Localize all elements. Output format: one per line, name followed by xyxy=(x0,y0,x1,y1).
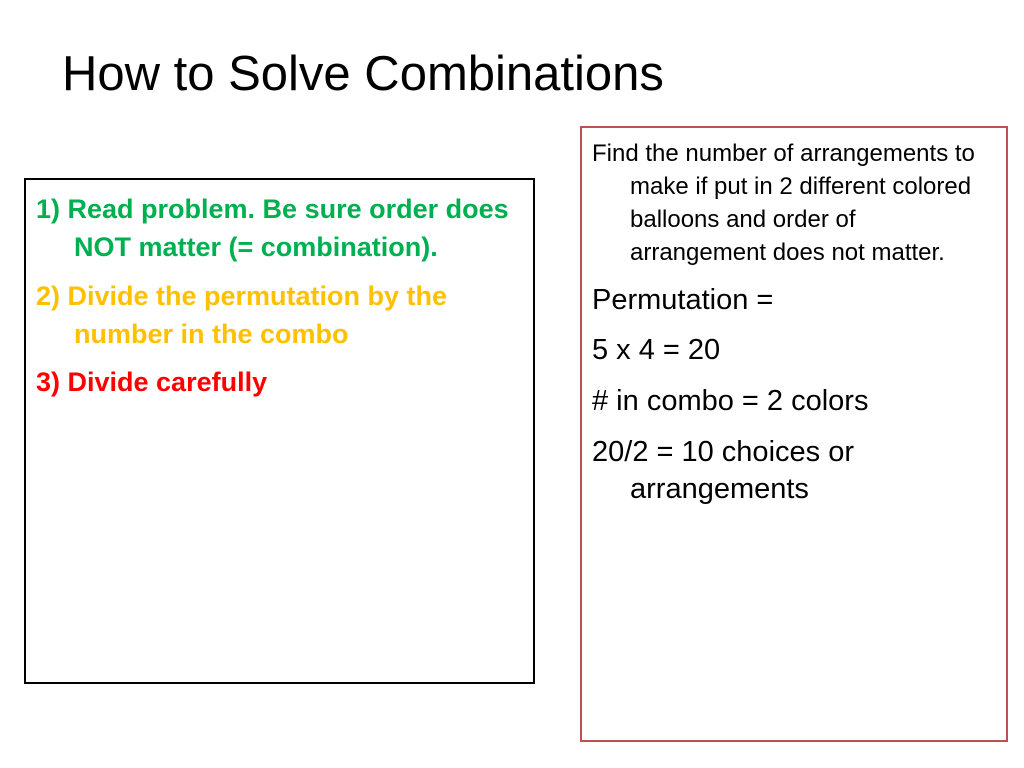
example-result: 20/2 = 10 choices or arrangements xyxy=(592,435,854,506)
example-problem: Find the number of arrangements to make if put in 2 different colored balloons and order of arrangement does not matter. xyxy=(592,140,975,266)
example-box xyxy=(580,126,1008,742)
step-1: 1) Read problem. Be sure order does NOT matter (= combination). xyxy=(36,194,509,263)
example-permutation-calc: 5 x 4 = 20 xyxy=(592,334,721,367)
step-3: 3) Divide carefully xyxy=(36,367,268,398)
step-2: 2) Divide the permutation by the number in the combo xyxy=(36,280,448,349)
example-combo-count: # in combo = 2 colors xyxy=(592,384,869,417)
slide-title: How to Solve Combinations xyxy=(62,47,664,101)
steps-box xyxy=(24,178,535,684)
example-permutation: Permutation = xyxy=(592,283,774,316)
